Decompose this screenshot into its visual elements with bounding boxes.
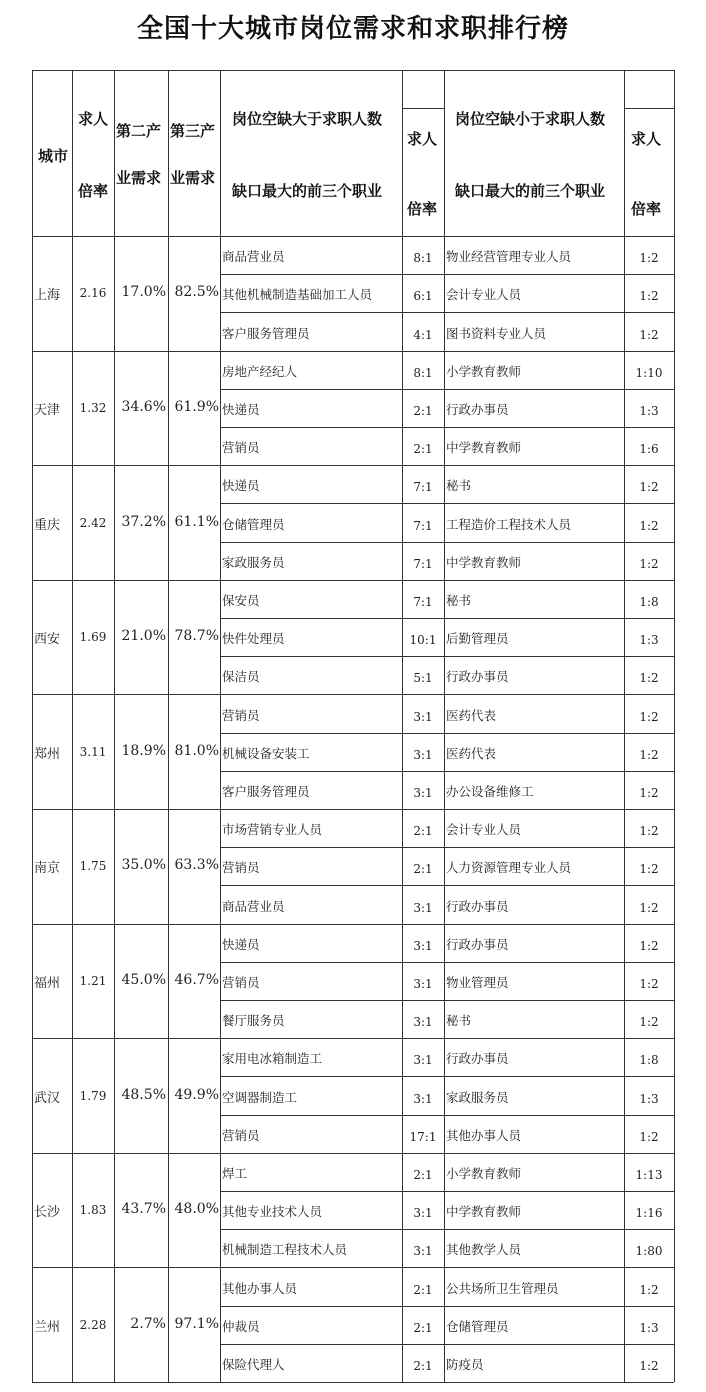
shortage-job: 商品营业员 xyxy=(222,249,285,265)
column-rule xyxy=(72,70,73,1382)
surplus-job: 仓储管理员 xyxy=(446,1318,509,1334)
shortage-job: 机械设备安装工 xyxy=(222,745,310,761)
table-bottom-border xyxy=(32,1382,674,1383)
tertiary-demand: 49.9% xyxy=(174,1086,219,1103)
shortage-job: 快递员 xyxy=(222,936,260,952)
shortage-ratio: 3:1 xyxy=(413,709,433,724)
job-row-rule xyxy=(220,1115,674,1116)
city-name: 南京 xyxy=(34,861,61,877)
tertiary-demand: 48.0% xyxy=(174,1201,219,1218)
shortage-job: 其他专业技术人员 xyxy=(222,1204,323,1220)
tertiary-demand: 78.7% xyxy=(174,628,219,645)
shortage-job: 房地产经纪人 xyxy=(222,363,298,379)
job-row-rule xyxy=(220,1038,674,1039)
city-ratio: 1.32 xyxy=(79,400,107,415)
job-row-rule xyxy=(220,924,674,925)
city-block-rule xyxy=(32,809,220,810)
surplus-ratio: 1:2 xyxy=(639,1129,659,1144)
tertiary-demand: 97.1% xyxy=(174,1315,219,1332)
page-title: 全国十大城市岗位需求和求职排行榜 xyxy=(136,14,569,44)
shortage-job: 营销员 xyxy=(222,1127,260,1143)
surplus-job: 物业管理员 xyxy=(446,974,509,990)
shortage-job: 商品营业员 xyxy=(222,898,285,914)
shortage-ratio: 2:1 xyxy=(413,442,433,457)
surplus-job: 中学教育教师 xyxy=(446,1204,522,1220)
surplus-ratio: 1:2 xyxy=(639,976,659,991)
surplus-job: 家政服务员 xyxy=(446,1089,509,1105)
job-row-rule xyxy=(220,962,674,963)
table-top-border xyxy=(32,70,674,71)
surplus-ratio: 1:2 xyxy=(639,671,659,686)
surplus-ratio: 1:2 xyxy=(639,747,659,762)
surplus-job: 医药代表 xyxy=(446,707,497,723)
city-block-rule xyxy=(32,1267,220,1268)
surplus-ratio: 1:2 xyxy=(639,938,659,953)
surplus-ratio: 1:2 xyxy=(639,518,659,533)
city-name: 重庆 xyxy=(34,517,61,533)
surplus-ratio: 1:2 xyxy=(639,709,659,724)
shortage-ratio: 7:1 xyxy=(413,594,433,609)
surplus-job: 防疫员 xyxy=(446,1356,484,1372)
shortage-ratio: 3:1 xyxy=(413,1244,433,1259)
surplus-ratio: 1:6 xyxy=(639,442,659,457)
secondary-demand: 21.0% xyxy=(121,628,166,645)
surplus-ratio: 1:2 xyxy=(639,862,659,877)
surplus-ratio: 1:3 xyxy=(639,633,659,648)
surplus-job: 工程造价工程技术人员 xyxy=(446,516,572,532)
header-shortage-line2: 缺口最大的前三个职业 xyxy=(232,182,383,200)
surplus-ratio: 1:2 xyxy=(639,900,659,915)
surplus-job: 行政办事员 xyxy=(446,1051,509,1067)
city-block-rule xyxy=(32,924,220,925)
surplus-job: 后勤管理员 xyxy=(446,631,509,647)
column-rule xyxy=(402,70,403,1382)
shortage-job: 营销员 xyxy=(222,707,260,723)
column-rule xyxy=(220,70,221,1382)
job-row-rule xyxy=(220,694,674,695)
job-row-rule xyxy=(220,427,674,428)
surplus-job: 人力资源管理专业人员 xyxy=(446,860,572,876)
surplus-ratio: 1:2 xyxy=(639,1358,659,1373)
shortage-job: 焊工 xyxy=(222,1165,248,1181)
secondary-demand: 43.7% xyxy=(121,1201,166,1218)
header-city: 城市 xyxy=(38,147,69,165)
surplus-ratio: 1:2 xyxy=(639,251,659,266)
city-block-rule xyxy=(32,580,220,581)
job-row-rule xyxy=(220,389,674,390)
surplus-ratio: 1:10 xyxy=(635,365,663,380)
job-row-rule xyxy=(220,274,674,275)
shortage-ratio: 3:1 xyxy=(413,900,433,915)
surplus-job: 物业经营管理专业人员 xyxy=(446,249,572,265)
surplus-ratio: 1:2 xyxy=(639,824,659,839)
city-ratio: 2.42 xyxy=(79,515,107,530)
header-sub-rule xyxy=(402,108,444,109)
tertiary-demand: 63.3% xyxy=(174,857,219,874)
city-name: 兰州 xyxy=(34,1319,61,1335)
job-row-rule xyxy=(220,503,674,504)
city-ratio: 2.28 xyxy=(79,1317,107,1332)
surplus-job: 其他教学人员 xyxy=(446,1242,522,1258)
shortage-ratio: 2:1 xyxy=(413,1320,433,1335)
job-row-rule xyxy=(220,1267,674,1268)
tertiary-demand: 81.0% xyxy=(174,742,219,759)
surplus-ratio: 1:2 xyxy=(639,327,659,342)
shortage-job: 快件处理员 xyxy=(222,631,285,647)
header-sub-rule xyxy=(624,108,674,109)
job-row-rule xyxy=(220,351,674,352)
job-row-rule xyxy=(220,618,674,619)
shortage-ratio: 8:1 xyxy=(413,365,433,380)
job-row-rule xyxy=(220,1191,674,1192)
surplus-job: 小学教育教师 xyxy=(446,363,522,379)
city-name: 长沙 xyxy=(34,1205,61,1221)
surplus-ratio: 1:2 xyxy=(639,556,659,571)
surplus-ratio: 1:2 xyxy=(639,1015,659,1030)
shortage-ratio: 2:1 xyxy=(413,824,433,839)
job-row-rule xyxy=(220,1229,674,1230)
surplus-ratio: 1:8 xyxy=(639,594,659,609)
surplus-job: 秘书 xyxy=(446,592,472,608)
header-shortage-ratio-line2: 倍率 xyxy=(407,200,438,218)
surplus-ratio: 1:16 xyxy=(635,1206,663,1221)
surplus-job: 会计专业人员 xyxy=(446,287,522,303)
header-shortage-ratio-line1: 求人 xyxy=(407,130,438,148)
surplus-job: 行政办事员 xyxy=(446,898,509,914)
surplus-job: 中学教育教师 xyxy=(446,554,522,570)
surplus-ratio: 1:80 xyxy=(635,1244,663,1259)
shortage-job: 客户服务管理员 xyxy=(222,783,310,799)
city-name: 郑州 xyxy=(34,746,61,762)
tertiary-demand: 46.7% xyxy=(174,971,219,988)
surplus-job: 秘书 xyxy=(446,478,472,494)
secondary-demand: 2.7% xyxy=(130,1315,166,1332)
shortage-job: 营销员 xyxy=(222,440,260,456)
city-ratio: 1.75 xyxy=(79,859,107,874)
header-surplus-ratio-line1: 求人 xyxy=(631,130,662,148)
surplus-job: 办公设备维修工 xyxy=(446,783,534,799)
shortage-job: 机械制造工程技术人员 xyxy=(222,1242,348,1258)
shortage-job: 仓储管理员 xyxy=(222,516,285,532)
shortage-job: 餐厅服务员 xyxy=(222,1013,285,1029)
job-row-rule xyxy=(220,1000,674,1001)
city-ratio: 2.16 xyxy=(79,286,107,301)
header-surplus-ratio-line2: 倍率 xyxy=(631,200,662,218)
shortage-job: 家政服务员 xyxy=(222,554,285,570)
shortage-job: 保险代理人 xyxy=(222,1356,285,1372)
surplus-ratio: 1:8 xyxy=(639,1053,659,1068)
surplus-ratio: 1:3 xyxy=(639,1091,659,1106)
shortage-job: 其他办事人员 xyxy=(222,1280,298,1296)
secondary-demand: 18.9% xyxy=(121,742,166,759)
shortage-job: 客户服务管理员 xyxy=(222,325,310,341)
job-row-rule xyxy=(220,465,674,466)
shortage-ratio: 2:1 xyxy=(413,1282,433,1297)
header-secondary-line2: 业需求 xyxy=(116,169,162,187)
shortage-job: 保洁员 xyxy=(222,669,260,685)
surplus-ratio: 1:2 xyxy=(639,785,659,800)
job-row-rule xyxy=(220,1306,674,1307)
shortage-ratio: 3:1 xyxy=(413,1015,433,1030)
secondary-demand: 45.0% xyxy=(121,971,166,988)
city-name: 西安 xyxy=(34,632,61,648)
shortage-job: 市场营销专业人员 xyxy=(222,822,323,838)
surplus-job: 行政办事员 xyxy=(446,401,509,417)
surplus-job: 行政办事员 xyxy=(446,669,509,685)
header-bottom-border xyxy=(32,236,674,237)
shortage-ratio: 3:1 xyxy=(413,1053,433,1068)
surplus-job: 小学教育教师 xyxy=(446,1165,522,1181)
city-block-rule xyxy=(32,465,220,466)
city-name: 天津 xyxy=(34,402,61,418)
surplus-ratio: 1:13 xyxy=(635,1167,663,1182)
surplus-job: 其他办事人员 xyxy=(446,1127,522,1143)
surplus-ratio: 1:2 xyxy=(639,289,659,304)
shortage-ratio: 2:1 xyxy=(413,403,433,418)
shortage-ratio: 2:1 xyxy=(413,1167,433,1182)
shortage-ratio: 2:1 xyxy=(413,1358,433,1373)
surplus-ratio: 1:2 xyxy=(639,1282,659,1297)
surplus-job: 秘书 xyxy=(446,1013,472,1029)
city-ratio: 1.69 xyxy=(79,630,107,645)
city-name: 上海 xyxy=(34,288,61,304)
job-row-rule xyxy=(220,847,674,848)
city-ratio: 1.79 xyxy=(79,1088,107,1103)
surplus-ratio: 1:3 xyxy=(639,403,659,418)
shortage-ratio: 7:1 xyxy=(413,518,433,533)
secondary-demand: 35.0% xyxy=(121,857,166,874)
surplus-job: 行政办事员 xyxy=(446,936,509,952)
secondary-demand: 37.2% xyxy=(121,513,166,530)
shortage-ratio: 3:1 xyxy=(413,1091,433,1106)
job-row-rule xyxy=(220,1153,674,1154)
city-ratio: 3.11 xyxy=(79,744,107,759)
header-ratio-line2: 倍率 xyxy=(78,182,109,200)
surplus-job: 中学教育教师 xyxy=(446,440,522,456)
shortage-ratio: 4:1 xyxy=(413,327,433,342)
city-block-rule xyxy=(32,1038,220,1039)
shortage-job: 仲裁员 xyxy=(222,1318,260,1334)
job-row-rule xyxy=(220,1344,674,1345)
job-row-rule xyxy=(220,542,674,543)
job-row-rule xyxy=(220,580,674,581)
job-row-rule xyxy=(220,312,674,313)
job-row-rule xyxy=(220,733,674,734)
shortage-ratio: 8:1 xyxy=(413,251,433,266)
surplus-job: 医药代表 xyxy=(446,745,497,761)
shortage-ratio: 6:1 xyxy=(413,289,433,304)
job-row-rule xyxy=(220,885,674,886)
column-rule xyxy=(444,70,445,1382)
tertiary-demand: 61.1% xyxy=(174,513,219,530)
shortage-job: 快递员 xyxy=(222,401,260,417)
shortage-job: 其他机械制造基础加工人员 xyxy=(222,287,373,303)
city-block-rule xyxy=(32,694,220,695)
job-row-rule xyxy=(220,1076,674,1077)
city-ratio: 1.83 xyxy=(79,1203,107,1218)
column-rule xyxy=(674,70,675,1382)
column-rule xyxy=(32,70,33,1382)
surplus-ratio: 1:3 xyxy=(639,1320,659,1335)
secondary-demand: 48.5% xyxy=(121,1086,166,1103)
secondary-demand: 17.0% xyxy=(121,284,166,301)
tertiary-demand: 82.5% xyxy=(174,284,219,301)
shortage-ratio: 5:1 xyxy=(413,671,433,686)
column-rule xyxy=(114,70,115,1382)
city-ratio: 1.21 xyxy=(79,973,107,988)
city-block-rule xyxy=(32,351,220,352)
job-row-rule xyxy=(220,771,674,772)
shortage-job: 家用电冰箱制造工 xyxy=(222,1051,323,1067)
shortage-job: 保安员 xyxy=(222,592,260,608)
shortage-ratio: 10:1 xyxy=(409,633,437,648)
column-rule xyxy=(168,70,169,1382)
surplus-ratio: 1:2 xyxy=(639,480,659,495)
header-surplus-line1: 岗位空缺小于求职人数 xyxy=(455,110,606,128)
shortage-ratio: 3:1 xyxy=(413,785,433,800)
header-shortage-line1: 岗位空缺大于求职人数 xyxy=(232,110,383,128)
shortage-job: 空调器制造工 xyxy=(222,1089,298,1105)
header-tertiary-line2: 业需求 xyxy=(170,169,216,187)
header-tertiary-line1: 第三产 xyxy=(170,122,216,140)
shortage-ratio: 7:1 xyxy=(413,480,433,495)
shortage-job: 营销员 xyxy=(222,860,260,876)
shortage-ratio: 3:1 xyxy=(413,747,433,762)
shortage-ratio: 2:1 xyxy=(413,862,433,877)
header-ratio-line1: 求人 xyxy=(78,110,109,128)
column-rule xyxy=(624,70,625,1382)
shortage-ratio: 17:1 xyxy=(409,1129,437,1144)
shortage-ratio: 7:1 xyxy=(413,556,433,571)
surplus-job: 公共场所卫生管理员 xyxy=(446,1280,559,1296)
shortage-ratio: 3:1 xyxy=(413,1206,433,1221)
shortage-job: 快递员 xyxy=(222,478,260,494)
shortage-job: 营销员 xyxy=(222,974,260,990)
job-row-rule xyxy=(220,656,674,657)
shortage-ratio: 3:1 xyxy=(413,938,433,953)
job-row-rule xyxy=(220,809,674,810)
secondary-demand: 34.6% xyxy=(121,398,166,415)
header-surplus-line2: 缺口最大的前三个职业 xyxy=(455,182,606,200)
surplus-job: 会计专业人员 xyxy=(446,822,522,838)
surplus-job: 图书资料专业人员 xyxy=(446,325,547,341)
city-name: 武汉 xyxy=(34,1090,61,1106)
shortage-ratio: 3:1 xyxy=(413,976,433,991)
header-secondary-line1: 第二产 xyxy=(116,122,162,140)
city-block-rule xyxy=(32,1153,220,1154)
tertiary-demand: 61.9% xyxy=(174,398,219,415)
city-name: 福州 xyxy=(34,975,61,991)
